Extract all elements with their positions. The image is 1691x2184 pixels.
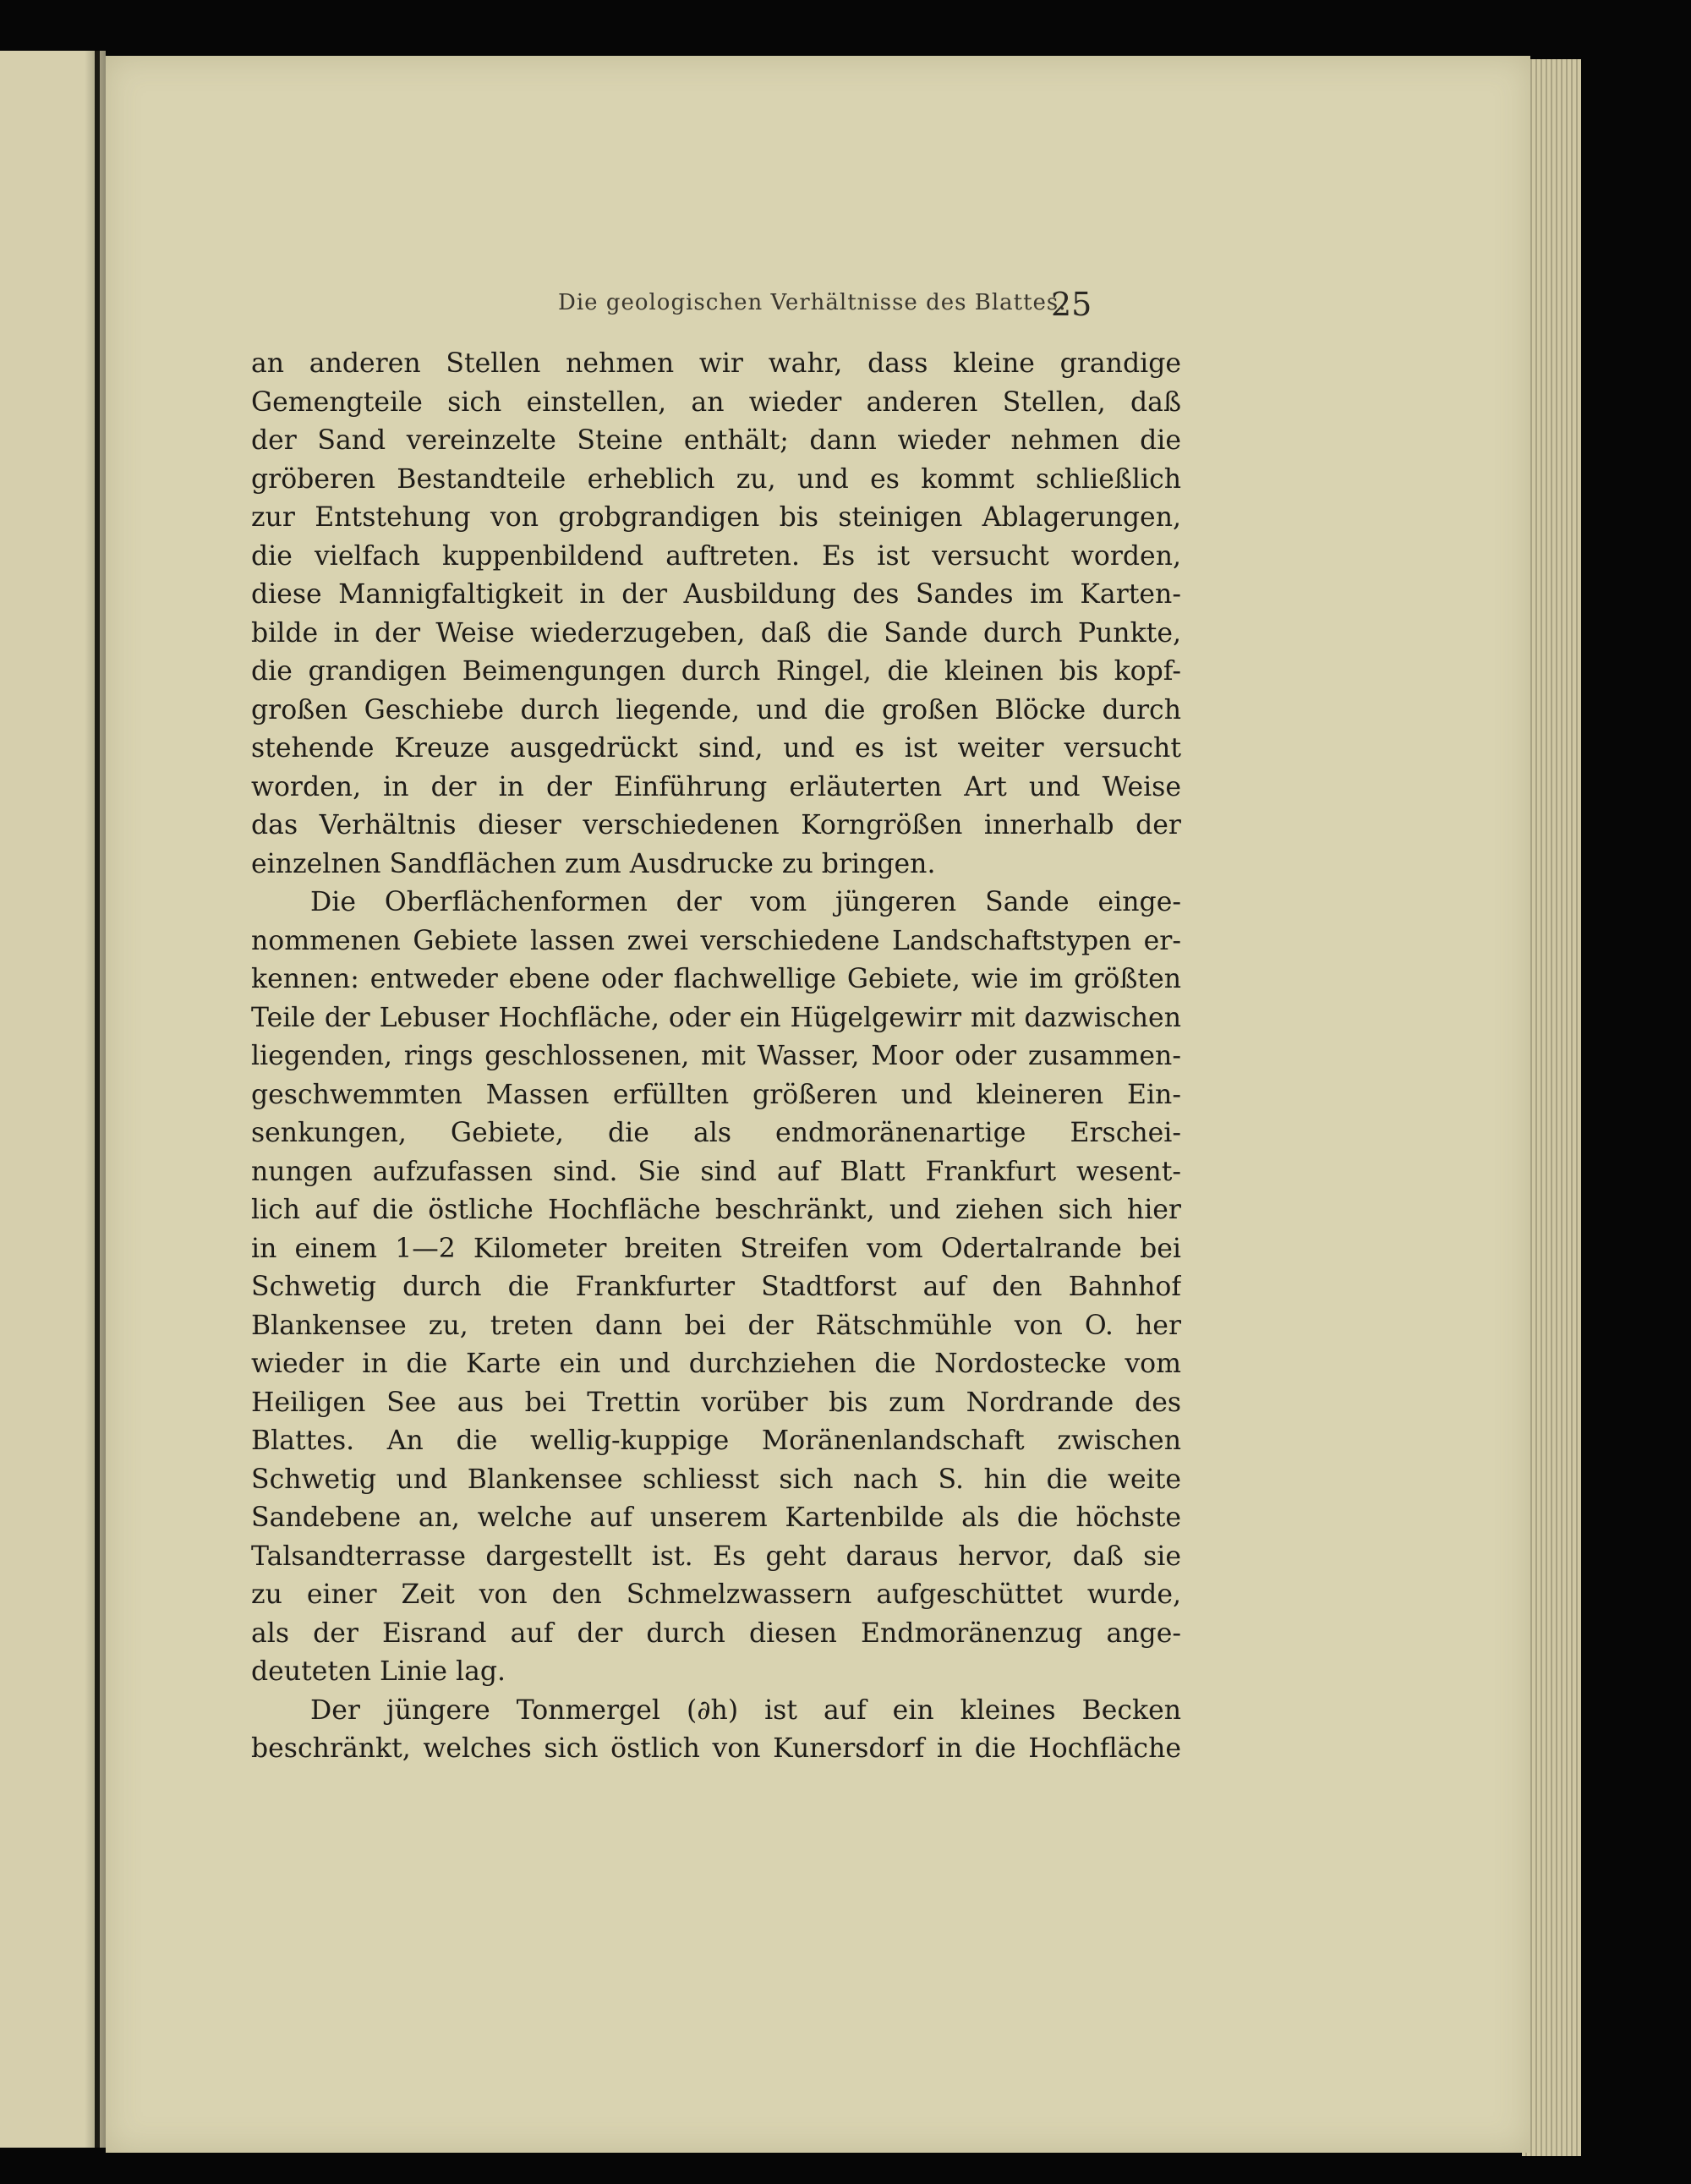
text-line: Blattes. An die wellig-kuppige Moränenlandschaft zwischen bbox=[251, 1426, 1181, 1456]
text-line: Sandebene an, welche auf unserem Kartenbilde als die höchste bbox=[251, 1503, 1181, 1533]
text-line: wieder in die Karte ein und durchziehen die Nordostecke vom bbox=[251, 1349, 1181, 1379]
text-line: das Verhältnis dieser verschiedenen Korngrößen innerhalb der bbox=[251, 810, 1181, 840]
text-line: an anderen Stellen nehmen wir wahr, dass kleine grandige bbox=[251, 348, 1181, 379]
text-line: Die Oberflächenformen der vom jüngeren Sande einge- bbox=[310, 887, 1181, 917]
text-line: als der Eisrand auf der durch diesen Endmoränenzug ange- bbox=[251, 1617, 1181, 1649]
text-line: geschwemmten Massen erfüllten größeren und kleineren Ein- bbox=[251, 1079, 1181, 1110]
text-line: bilde in der Weise wiederzugeben, daß die Sande durch Punkte, bbox=[251, 617, 1181, 649]
running-title: Die geologischen Verhältnisse des Blattes. bbox=[558, 290, 1067, 315]
text-line: senkungen, Gebiete, die als endmoränenartige Erschei- bbox=[251, 1118, 1181, 1148]
text-line: kennen: entweder ebene oder flachwellige Gebiete, wie im größten bbox=[251, 964, 1181, 994]
text-line: nungen aufzufassen sind. Sie sind auf Blatt Frankfurt wesent- bbox=[251, 1156, 1181, 1187]
page-stack-edge bbox=[1522, 59, 1581, 2156]
text-line: zur Entstehung von grobgrandigen bis steinigen Ablagerungen, bbox=[251, 502, 1181, 533]
text-line: Schwetig und Blankensee schliesst sich nach S. hin die weite bbox=[251, 1464, 1181, 1495]
text-line: liegenden, rings geschlossenen, mit Wasser, Moor oder zusammen- bbox=[251, 1041, 1181, 1071]
text-line: deuteten Linie lag. bbox=[251, 1656, 506, 1687]
text-line: Talsandterrasse dargestellt ist. Es geht daraus hervor, daß sie bbox=[251, 1541, 1181, 1572]
text-line: gröberen Bestandteile erheblich zu, und es kommt schließlich bbox=[251, 463, 1181, 495]
text-line: Heiligen See aus bei Trettin vorüber bis zum Nordrande des bbox=[251, 1387, 1181, 1418]
text-line: einzelnen Sandflächen zum Ausdrucke zu bringen. bbox=[251, 848, 936, 879]
text-line: stehende Kreuze ausgedrückt sind, und es ist weiter versucht bbox=[251, 733, 1181, 764]
text-line: großen Geschiebe durch liegende, und die großen Blöcke durch bbox=[251, 694, 1181, 725]
text-line: Teile der Lebuser Hochfläche, oder ein Hügelgewirr mit dazwischen bbox=[251, 1002, 1181, 1033]
book-spine bbox=[95, 51, 100, 2148]
text-line: worden, in der in der Einführung erläuterten Art und Weise bbox=[251, 771, 1181, 802]
text-line: Schwetig durch die Frankfurter Stadtforst auf den Bahnhof bbox=[251, 1272, 1181, 1302]
text-line: diese Mannigfaltigkeit in der Ausbildung des Sandes im Karten- bbox=[251, 579, 1181, 610]
text-line: in einem 1—2 Kilometer breiten Streifen vom Odertalrande bei bbox=[251, 1233, 1181, 1264]
text-line: nommenen Gebiete lassen zwei verschiedene Landschaftstypen er- bbox=[251, 925, 1181, 956]
body-text bbox=[251, 345, 1181, 1769]
page-number: 25 bbox=[1051, 286, 1092, 323]
text-line: beschränkt, welches sich östlich von Kunersdorf in die Hochfläche bbox=[251, 1733, 1181, 1764]
text-line: Gemengteile sich einstellen, an wieder anderen Stellen, daß bbox=[251, 386, 1181, 418]
text-line: zu einer Zeit von den Schmelzwassern aufgeschüttet wurde, bbox=[251, 1579, 1181, 1610]
text-line: die grandigen Beimengungen durch Ringel, die kleinen bis kopf- bbox=[251, 656, 1181, 687]
text-line: die vielfach kuppenbildend auftreten. Es ist versucht worden, bbox=[251, 540, 1181, 572]
running-head bbox=[457, 231, 1067, 315]
text-line: Der jüngere Tonmergel (∂h) ist auf ein kleines Becken bbox=[310, 1694, 1181, 1726]
text-line: lich auf die östliche Hochfläche beschränkt, und ziehen sich hier bbox=[251, 1195, 1181, 1225]
text-line: Blankensee zu, treten dann bei der Rätschmühle von O. her bbox=[251, 1310, 1181, 1341]
text-line: der Sand vereinzelte Steine enthält; dann wieder nehmen die bbox=[251, 425, 1181, 456]
